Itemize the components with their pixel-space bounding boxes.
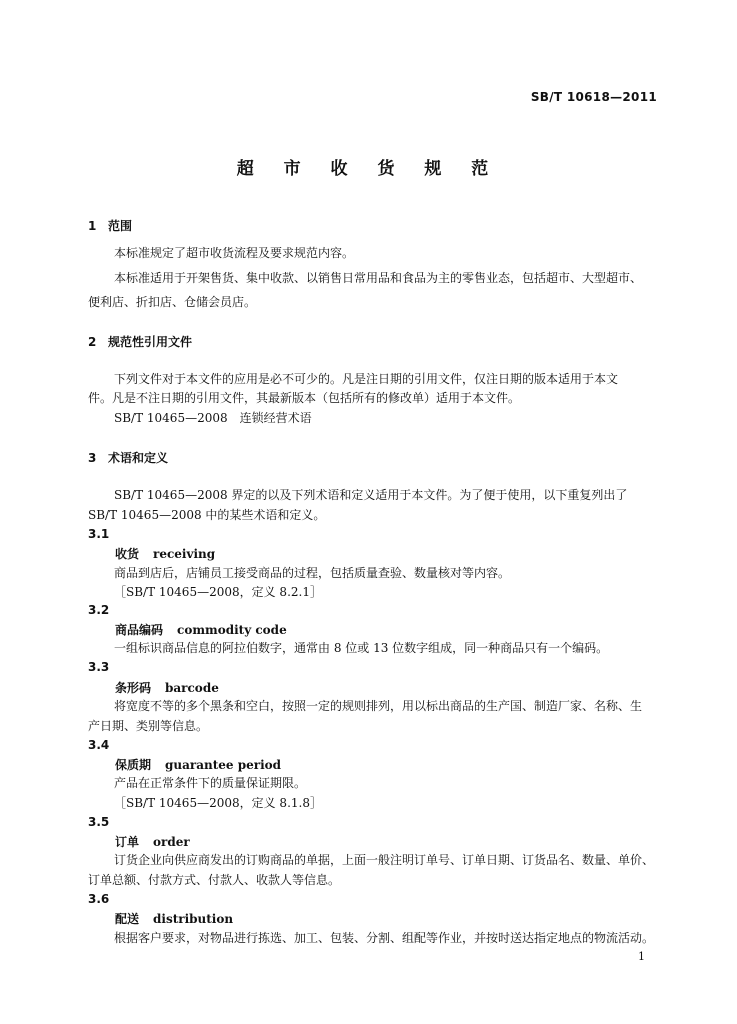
paragraph-line: 本标准规定了超市收货流程及要求规范内容。 xyxy=(114,246,355,260)
term-number: 3.3 xyxy=(88,660,110,674)
definition-line: 商品到店后，店铺员工接受商品的过程，包括质量查验、数量核对等内容。 xyxy=(114,566,511,580)
definition-line: 订单总额、付款方式、付款人、收款人等信息。 xyxy=(88,873,341,887)
section-heading-scope xyxy=(88,217,132,234)
term-number: 3.4 xyxy=(88,738,110,752)
section-title: 术语和定义 xyxy=(108,451,169,465)
term-name-en: order xyxy=(153,835,190,849)
paragraph-line: 本标准适用于开架售货、集中收款、以销售日常用品和食品为主的零售业态，包括超市、大型超市、 xyxy=(114,271,643,285)
term-name-cn: 订单 xyxy=(115,835,140,849)
section-number: 2 xyxy=(88,335,97,349)
definition-line: 根据客户要求，对物品进行拣选、加工、包装、分割、组配等作业，并按时送达指定地点的物流活动。 xyxy=(114,931,655,945)
term-name-cn: 收货 xyxy=(115,547,140,561)
document-title: 超 市 收 货 规 范 xyxy=(236,159,501,179)
paragraph-line: SB/T 10465—2008 连锁经营术语 xyxy=(114,411,312,425)
term-name xyxy=(115,756,281,773)
term-name-en: distribution xyxy=(153,912,234,926)
page-number: 1 xyxy=(638,950,645,963)
term-number: 3.6 xyxy=(88,892,110,906)
paragraph-line: 件。凡是不注日期的引用文件，其最新版本（包括所有的修改单）适用于本文件。 xyxy=(88,391,521,405)
definition-line: 一组标识商品信息的阿拉伯数字，通常由 8 位或 13 位数字组成，同一种商品只有一个编码。 xyxy=(114,641,609,655)
standard-number: SB/T 10618—2011 xyxy=(530,90,657,104)
term-name-cn: 配送 xyxy=(115,912,140,926)
term-name-cn: 保质期 xyxy=(115,758,152,772)
definition-line: 产品在正常条件下的质量保证期限。 xyxy=(114,776,307,790)
paragraph-line: 便利店、折扣店、仓储会员店。 xyxy=(88,295,257,309)
term-name-cn: 条形码 xyxy=(115,681,152,695)
term-number: 3.1 xyxy=(88,527,110,541)
definition-source: ［SB/T 10465—2008，定义 8.1.8］ xyxy=(114,796,322,810)
paragraph-line: SB/T 10465—2008 界定的以及下列术语和定义适用于本文件。为了便于使用，以下重复列出了 xyxy=(114,488,628,502)
paragraph-line: 下列文件对于本文件的应用是必不可少的。凡是注日期的引用文件，仅注日期的版本适用于本文 xyxy=(114,372,619,386)
section-number: 3 xyxy=(88,451,97,465)
paragraph-line: SB/T 10465—2008 中的某些术语和定义。 xyxy=(88,508,326,522)
section-title: 范围 xyxy=(108,219,133,233)
definition-line: 将宽度不等的多个黑条和空白，按照一定的规则排列，用以标出商品的生产国、制造厂家、名称、生 xyxy=(114,699,643,713)
section-title: 规范性引用文件 xyxy=(108,335,193,349)
term-name xyxy=(115,545,215,562)
definition-source: ［SB/T 10465—2008，定义 8.2.1］ xyxy=(114,585,322,599)
term-name xyxy=(115,833,190,850)
term-name xyxy=(115,621,287,638)
term-number: 3.2 xyxy=(88,603,110,617)
section-number: 1 xyxy=(88,219,97,233)
section-heading-terms-definitions xyxy=(88,449,168,466)
term-number: 3.5 xyxy=(88,815,110,829)
term-name-en: receiving xyxy=(153,547,216,561)
definition-line: 产日期、类别等信息。 xyxy=(88,719,209,733)
section-heading-normative-references xyxy=(88,333,192,350)
term-name xyxy=(115,679,219,696)
definition-line: 订货企业向供应商发出的订购商品的单据，上面一般注明订单号、订单日期、订货品名、数量、单价、 xyxy=(114,853,655,867)
term-name-cn: 商品编码 xyxy=(115,623,164,637)
term-name xyxy=(115,910,233,927)
term-name-en: barcode xyxy=(165,681,219,695)
term-name-en: commodity code xyxy=(177,623,287,637)
term-name-en: guarantee period xyxy=(165,758,282,772)
